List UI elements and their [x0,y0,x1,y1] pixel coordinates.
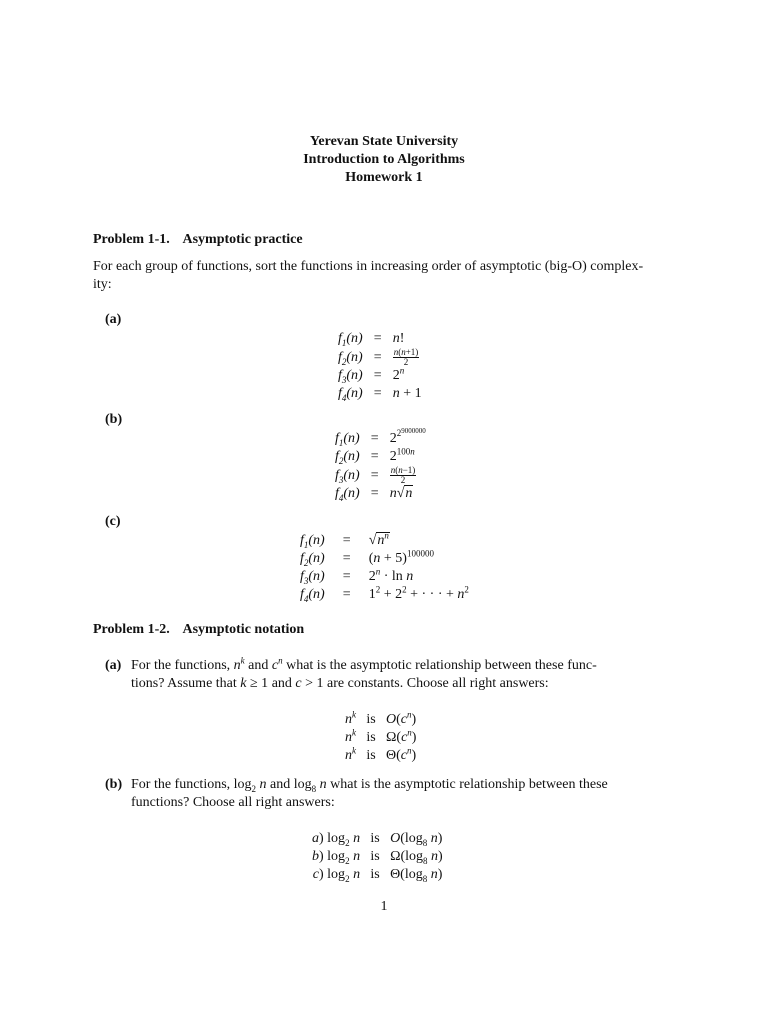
part-label: (a) [105,658,122,673]
text: and [271,676,292,691]
homework-title: Homework 1 [345,170,423,185]
problem-1-2-part-a: (a) For the functions, $n^k$ and $c^n$ what is the asymptotic relationship between these func- tions? Assume that k ≥ 1 and c > 1 are constants. Choose all right answers: [105,655,597,691]
part-b-label: (b) [105,412,123,427]
is-word: is [366,712,376,727]
problem-1-2-part-b: (b) For the functions, $\log_2 n$ and $\log_8 n$ what is the asymptotic relationship between these functions? Choose all right answers: [105,776,685,812]
is-word: is [366,730,376,745]
part-a-relations [345,711,416,765]
page-number: 1 [380,899,388,914]
document-header [0,133,768,187]
relation-row: $n^k$ is $O(c^n)$ [345,709,417,727]
part-c-label: (c) [105,514,121,529]
text: and [270,777,291,792]
course-name: Introduction to Algorithms [303,152,465,167]
text: what is the asymptotic relationship between these func- [286,658,597,673]
problem-title: Asymptotic notation [182,622,305,637]
problem-title: Asymptotic practice [182,232,303,247]
relation-row: a) $\log_2 n$ is $O(\log_8$ n) [312,831,443,848]
equation-row: $f_2(n)$ = $(n + 5)^{100000}$ [300,548,434,568]
equation-row: $f_3(n)$ = $2^n \cdot \ln n$ [300,566,414,586]
text: For the functions, [131,777,231,792]
part-c-equations [300,532,469,604]
part-a-equations [338,330,422,403]
problem-number: Problem 1-1. [93,232,170,247]
is-word: is [370,849,380,864]
part-a-label: (a) [105,312,122,327]
university-name: Yerevan State University [309,134,459,149]
text: and [248,658,269,673]
intro-line: ity: [93,277,112,292]
is-word: is [366,748,376,763]
equation-row: $f_1(n)$ = $√n^n$ [300,530,389,550]
equation-row: $f_2(n)$ = $2^{100n}$ [335,446,415,466]
problem-number: Problem 1-2. [93,622,170,637]
equation-row: $f_2(n)$ = $\frac{n(n+1)}{2}$ [338,347,419,367]
equation-row: $f_1(n)$ = $2^{2^{9000000}}$ [335,427,426,448]
text: are constants. Choose all right answers: [327,676,549,691]
relation-row: $n^k$ is $\Theta(c^n)$ [345,745,417,763]
part-b-relations [312,830,443,884]
equation-row: $f_4(n)$ = n + 1 [338,386,422,403]
text: functions? Choose all right answers: [131,795,335,810]
relation-row: $n^k$ is $\Omega(c^n)$ [345,727,417,745]
problem-1-2-heading [93,622,304,638]
relation-row: c) $\log_2 n$ is $\Theta(\log_8$ n) [312,867,443,884]
problem-1-1-intro [93,258,693,294]
part-b-equations [335,427,426,503]
intro-line: For each group of functions, sort the functions in increasing order of asymptotic (big-O) complex- [93,259,644,274]
equation-row: $f_3(n)$ = $\frac{n(n-1)}{2}$ [335,465,416,485]
is-word: is [370,831,380,846]
text: For the functions, [131,658,231,673]
relation-row: b) $\log_2 n$ is $\Omega(\log_8$ n) [312,849,443,866]
part-label: (b) [105,777,123,792]
equation-row: $f_4(n)$ = $1^2 + 2^2$ + · · · + $n^2$ [300,584,469,604]
is-word: is [370,867,380,882]
text: tions? Assume that [131,676,237,691]
equation-row: $f_1(n)$ = n! [338,331,405,348]
text: what is the asymptotic relationship between these [330,777,608,792]
equation-row: $f_4(n)$ = n√n [335,486,413,503]
problem-1-1-heading [93,232,303,248]
equation-row: $f_3(n)$ = 2$^n$ [338,365,405,385]
